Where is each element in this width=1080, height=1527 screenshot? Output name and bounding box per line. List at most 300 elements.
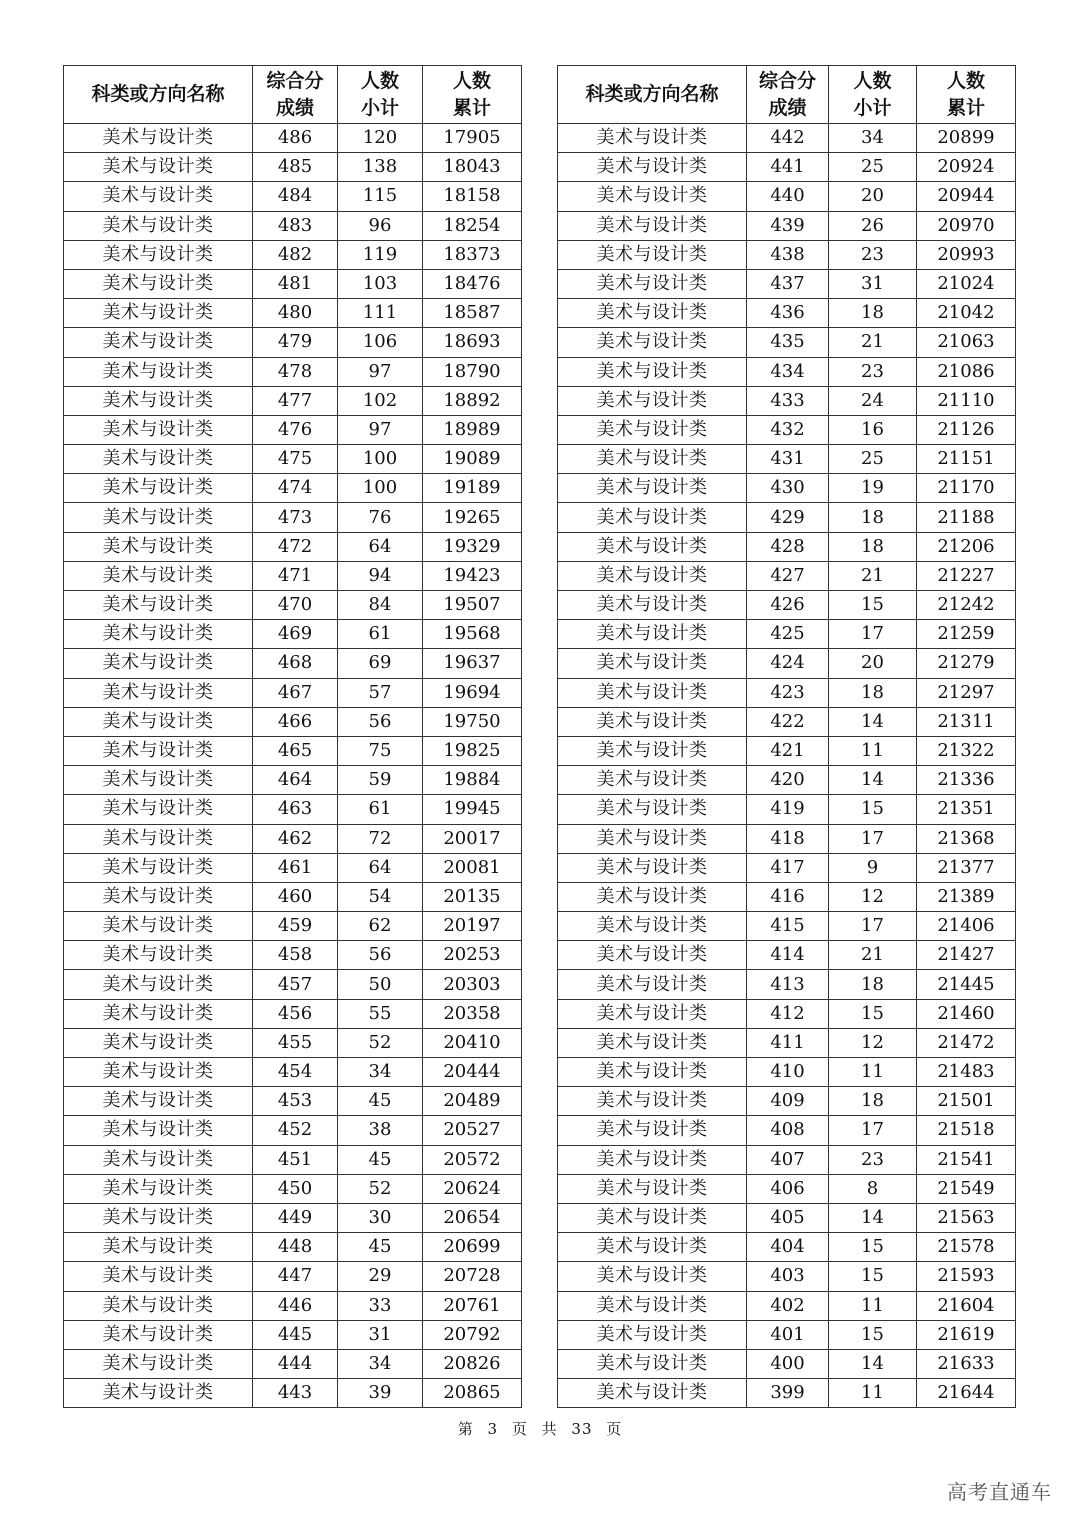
table-row: [64, 649, 522, 678]
cell-score: 414: [747, 941, 829, 970]
cell-cumulative: 20993: [917, 240, 1016, 269]
cell-count: 15: [829, 1233, 917, 1262]
cell-category: 美术与设计类: [64, 678, 253, 707]
cell-cumulative: 21024: [917, 269, 1016, 298]
table-row: [64, 912, 522, 941]
cell-cumulative: 17905: [423, 124, 522, 153]
table-row: [64, 474, 522, 503]
table-row: [558, 912, 1016, 941]
cell-count: 11: [829, 736, 917, 765]
cell-count: 15: [829, 795, 917, 824]
table-row: [558, 1291, 1016, 1320]
cell-cumulative: 21311: [917, 707, 1016, 736]
cell-category: 美术与设计类: [64, 415, 253, 444]
footer-prefix: 第: [457, 1420, 474, 1438]
cell-cumulative: 20970: [917, 211, 1016, 240]
cell-score: 447: [253, 1262, 338, 1291]
cell-cumulative: 19265: [423, 503, 522, 532]
cell-count: 76: [338, 503, 423, 532]
table-row: [64, 386, 522, 415]
cell-count: 54: [338, 882, 423, 911]
cell-score: 441: [747, 153, 829, 182]
table-row: [558, 445, 1016, 474]
cell-count: 119: [338, 240, 423, 269]
cell-cumulative: 21472: [917, 1028, 1016, 1057]
cell-count: 24: [829, 386, 917, 415]
cell-category: 美术与设计类: [64, 1028, 253, 1057]
cell-count: 26: [829, 211, 917, 240]
cell-category: 美术与设计类: [64, 474, 253, 503]
cell-score: 474: [253, 474, 338, 503]
cell-count: 15: [829, 1320, 917, 1349]
cell-score: 438: [747, 240, 829, 269]
table-row: [64, 1379, 522, 1408]
cell-category: 美术与设计类: [64, 970, 253, 999]
table-row: [558, 503, 1016, 532]
cell-score: 476: [253, 415, 338, 444]
cell-count: 34: [338, 1058, 423, 1087]
table-row: [558, 1203, 1016, 1232]
cell-category: 美术与设计类: [558, 532, 747, 561]
footer-page-number: 3: [487, 1420, 499, 1438]
cell-score: 478: [253, 357, 338, 386]
cell-category: 美术与设计类: [558, 1087, 747, 1116]
cell-cumulative: 19884: [423, 766, 522, 795]
table-row: [64, 824, 522, 853]
cell-category: 美术与设计类: [64, 1379, 253, 1408]
cell-count: 23: [829, 1145, 917, 1174]
cell-count: 17: [829, 824, 917, 853]
cell-cumulative: 20865: [423, 1379, 522, 1408]
cell-score: 436: [747, 299, 829, 328]
table-row: [64, 357, 522, 386]
cell-count: 38: [338, 1116, 423, 1145]
cell-count: 69: [338, 649, 423, 678]
cell-category: 美术与设计类: [64, 1291, 253, 1320]
cell-category: 美术与设计类: [64, 1320, 253, 1349]
cell-count: 31: [829, 269, 917, 298]
cell-count: 25: [829, 445, 917, 474]
cell-cumulative: 21549: [917, 1174, 1016, 1203]
cell-count: 59: [338, 766, 423, 795]
cell-category: 美术与设计类: [558, 1349, 747, 1378]
table-row: [64, 766, 522, 795]
cell-cumulative: 21406: [917, 912, 1016, 941]
cell-cumulative: 21427: [917, 941, 1016, 970]
header-score-line1: 综合分: [266, 69, 324, 92]
cell-count: 14: [829, 1203, 917, 1232]
footer-mid1: 页: [511, 1420, 528, 1438]
table-row: [558, 269, 1016, 298]
header-count-line1: 人数: [360, 69, 399, 92]
cell-score: 410: [747, 1058, 829, 1087]
cell-category: 美术与设计类: [64, 211, 253, 240]
cell-score: 415: [747, 912, 829, 941]
cell-score: 401: [747, 1320, 829, 1349]
cell-count: 94: [338, 561, 423, 590]
table-row: [64, 328, 522, 357]
table-row: [558, 182, 1016, 211]
cell-category: 美术与设计类: [558, 591, 747, 620]
cell-score: 420: [747, 766, 829, 795]
table-row: [558, 211, 1016, 240]
cell-cumulative: 20197: [423, 912, 522, 941]
header-cum-line1: 人数: [452, 69, 491, 92]
table-row: [64, 736, 522, 765]
cell-score: 484: [253, 182, 338, 211]
table-row: [558, 124, 1016, 153]
cell-score: 470: [253, 591, 338, 620]
cell-cumulative: 21368: [917, 824, 1016, 853]
table-row: [558, 532, 1016, 561]
cell-category: 美术与设计类: [64, 328, 253, 357]
header-cumulative: [917, 66, 1016, 124]
cell-cumulative: 21086: [917, 357, 1016, 386]
score-table-left: [63, 65, 522, 1408]
cell-count: 9: [829, 853, 917, 882]
cell-cumulative: 21593: [917, 1262, 1016, 1291]
cell-category: 美术与设计类: [64, 1262, 253, 1291]
cell-cumulative: 20944: [917, 182, 1016, 211]
cell-count: 18: [829, 299, 917, 328]
cell-category: 美术与设计类: [558, 736, 747, 765]
cell-category: 美术与设计类: [558, 941, 747, 970]
cell-cumulative: 20899: [917, 124, 1016, 153]
table-row: [558, 766, 1016, 795]
cell-count: 8: [829, 1174, 917, 1203]
cell-score: 444: [253, 1349, 338, 1378]
cell-count: 50: [338, 970, 423, 999]
table-row: [558, 299, 1016, 328]
cell-cumulative: 20303: [423, 970, 522, 999]
cell-count: 14: [829, 766, 917, 795]
cell-cumulative: 21279: [917, 649, 1016, 678]
header-score-line1: 综合分: [758, 69, 816, 92]
cell-score: 449: [253, 1203, 338, 1232]
table-row: [558, 620, 1016, 649]
cell-category: 美术与设计类: [558, 386, 747, 415]
cell-score: 479: [253, 328, 338, 357]
cell-count: 45: [338, 1087, 423, 1116]
cell-category: 美术与设计类: [558, 649, 747, 678]
cell-cumulative: 19189: [423, 474, 522, 503]
table-row: [64, 999, 522, 1028]
table-row: [558, 1145, 1016, 1174]
cell-score: 406: [747, 1174, 829, 1203]
table-header-row: [558, 66, 1016, 124]
cell-category: 美术与设计类: [558, 766, 747, 795]
cell-score: 475: [253, 445, 338, 474]
cell-score: 428: [747, 532, 829, 561]
cell-count: 15: [829, 999, 917, 1028]
cell-category: 美术与设计类: [64, 1058, 253, 1087]
table-row: [64, 1349, 522, 1378]
cell-cumulative: 20761: [423, 1291, 522, 1320]
cell-score: 416: [747, 882, 829, 911]
cell-score: 423: [747, 678, 829, 707]
cell-count: 18: [829, 678, 917, 707]
cell-cumulative: 20253: [423, 941, 522, 970]
cell-category: 美术与设计类: [558, 1320, 747, 1349]
cell-count: 103: [338, 269, 423, 298]
cell-score: 468: [253, 649, 338, 678]
cell-score: 399: [747, 1379, 829, 1408]
table-row: [558, 824, 1016, 853]
cell-category: 美术与设计类: [64, 124, 253, 153]
cell-score: 473: [253, 503, 338, 532]
cell-category: 美术与设计类: [558, 1233, 747, 1262]
table-row: [64, 269, 522, 298]
cell-count: 16: [829, 415, 917, 444]
cell-cumulative: 21644: [917, 1379, 1016, 1408]
cell-score: 419: [747, 795, 829, 824]
cell-category: 美术与设计类: [558, 620, 747, 649]
cell-category: 美术与设计类: [64, 532, 253, 561]
cell-count: 97: [338, 357, 423, 386]
table-row: [64, 503, 522, 532]
header-category: 科类或方向名称: [64, 66, 253, 124]
cell-cumulative: 21563: [917, 1203, 1016, 1232]
cell-category: 美术与设计类: [558, 240, 747, 269]
cell-category: 美术与设计类: [558, 211, 747, 240]
cell-count: 64: [338, 532, 423, 561]
cell-score: 467: [253, 678, 338, 707]
table-body-right: [558, 124, 1016, 1408]
cell-category: 美术与设计类: [64, 912, 253, 941]
cell-category: 美术与设计类: [558, 328, 747, 357]
cell-category: 美术与设计类: [558, 503, 747, 532]
cell-cumulative: 18587: [423, 299, 522, 328]
page-footer: [0, 1418, 1080, 1439]
cell-score: 427: [747, 561, 829, 590]
table-row: [64, 591, 522, 620]
score-table-right: [557, 65, 1016, 1408]
cell-cumulative: 20826: [423, 1349, 522, 1378]
cell-count: 45: [338, 1145, 423, 1174]
cell-score: 433: [747, 386, 829, 415]
table-row: [558, 561, 1016, 590]
cell-count: 52: [338, 1174, 423, 1203]
cell-count: 111: [338, 299, 423, 328]
table-row: [558, 649, 1016, 678]
cell-count: 39: [338, 1379, 423, 1408]
cell-count: 15: [829, 591, 917, 620]
cell-category: 美术与设计类: [558, 912, 747, 941]
cell-score: 485: [253, 153, 338, 182]
cell-cumulative: 20081: [423, 853, 522, 882]
cell-cumulative: 21206: [917, 532, 1016, 561]
table-row: [64, 1262, 522, 1291]
cell-cumulative: 20699: [423, 1233, 522, 1262]
cell-cumulative: 21377: [917, 853, 1016, 882]
cell-category: 美术与设计类: [558, 474, 747, 503]
cell-category: 美术与设计类: [64, 649, 253, 678]
cell-category: 美术与设计类: [64, 445, 253, 474]
cell-cumulative: 21110: [917, 386, 1016, 415]
cell-count: 75: [338, 736, 423, 765]
cell-category: 美术与设计类: [558, 445, 747, 474]
cell-count: 72: [338, 824, 423, 853]
cell-score: 434: [747, 357, 829, 386]
table-row: [64, 1320, 522, 1349]
cell-score: 409: [747, 1087, 829, 1116]
cell-score: 459: [253, 912, 338, 941]
cell-score: 413: [747, 970, 829, 999]
cell-category: 美术与设计类: [558, 1379, 747, 1408]
cell-category: 美术与设计类: [558, 795, 747, 824]
table-row: [558, 1116, 1016, 1145]
cell-cumulative: 21151: [917, 445, 1016, 474]
cell-cumulative: 18693: [423, 328, 522, 357]
cell-score: 411: [747, 1028, 829, 1057]
cell-cumulative: 21518: [917, 1116, 1016, 1145]
table-row: [64, 561, 522, 590]
table-row: [64, 532, 522, 561]
cell-score: 480: [253, 299, 338, 328]
cell-score: 418: [747, 824, 829, 853]
cell-category: 美术与设计类: [64, 1174, 253, 1203]
table-row: [558, 1349, 1016, 1378]
cell-cumulative: 21483: [917, 1058, 1016, 1087]
cell-score: 455: [253, 1028, 338, 1057]
cell-category: 美术与设计类: [558, 824, 747, 853]
cell-cumulative: 19945: [423, 795, 522, 824]
header-count: [829, 66, 917, 124]
cell-cumulative: 21445: [917, 970, 1016, 999]
cell-category: 美术与设计类: [558, 124, 747, 153]
cell-cumulative: 20572: [423, 1145, 522, 1174]
cell-cumulative: 20410: [423, 1028, 522, 1057]
header-count-line2: 小计: [853, 96, 892, 119]
cell-count: 18: [829, 1087, 917, 1116]
cell-cumulative: 18476: [423, 269, 522, 298]
cell-cumulative: 19089: [423, 445, 522, 474]
cell-cumulative: 21297: [917, 678, 1016, 707]
cell-score: 417: [747, 853, 829, 882]
cell-cumulative: 20624: [423, 1174, 522, 1203]
cell-score: 465: [253, 736, 338, 765]
cell-score: 486: [253, 124, 338, 153]
cell-cumulative: 20527: [423, 1116, 522, 1145]
table-row: [558, 153, 1016, 182]
cell-score: 440: [747, 182, 829, 211]
cell-count: 97: [338, 415, 423, 444]
table-row: [64, 1058, 522, 1087]
cell-category: 美术与设计类: [558, 153, 747, 182]
table-row: [558, 1087, 1016, 1116]
table-row: [64, 182, 522, 211]
cell-category: 美术与设计类: [558, 999, 747, 1028]
cell-category: 美术与设计类: [64, 882, 253, 911]
cell-cumulative: 19329: [423, 532, 522, 561]
table-row: [64, 678, 522, 707]
cell-score: 454: [253, 1058, 338, 1087]
cell-score: 425: [747, 620, 829, 649]
cell-cumulative: 20358: [423, 999, 522, 1028]
header-cum-line2: 累计: [946, 96, 985, 119]
cell-score: 432: [747, 415, 829, 444]
cell-count: 20: [829, 649, 917, 678]
cell-score: 408: [747, 1116, 829, 1145]
cell-category: 美术与设计类: [64, 795, 253, 824]
cell-count: 17: [829, 912, 917, 941]
cell-score: 461: [253, 853, 338, 882]
cell-score: 477: [253, 386, 338, 415]
cell-cumulative: 20792: [423, 1320, 522, 1349]
table-row: [64, 240, 522, 269]
cell-count: 18: [829, 970, 917, 999]
cell-count: 12: [829, 882, 917, 911]
cell-cumulative: 18892: [423, 386, 522, 415]
cell-category: 美术与设计类: [558, 1116, 747, 1145]
cell-category: 美术与设计类: [64, 561, 253, 590]
table-row: [64, 1087, 522, 1116]
cell-category: 美术与设计类: [558, 707, 747, 736]
cell-score: 469: [253, 620, 338, 649]
cell-cumulative: 21063: [917, 328, 1016, 357]
cell-count: 18: [829, 532, 917, 561]
cell-score: 429: [747, 503, 829, 532]
cell-count: 17: [829, 620, 917, 649]
cell-score: 435: [747, 328, 829, 357]
cell-category: 美术与设计类: [558, 1145, 747, 1174]
cell-category: 美术与设计类: [64, 1116, 253, 1145]
cell-cumulative: 21389: [917, 882, 1016, 911]
cell-category: 美术与设计类: [64, 736, 253, 765]
header-count: [338, 66, 423, 124]
cell-count: 17: [829, 1116, 917, 1145]
cell-cumulative: 19750: [423, 707, 522, 736]
cell-count: 12: [829, 1028, 917, 1057]
cell-category: 美术与设计类: [558, 970, 747, 999]
cell-cumulative: 21170: [917, 474, 1016, 503]
cell-cumulative: 21541: [917, 1145, 1016, 1174]
table-row: [64, 299, 522, 328]
table-row: [558, 795, 1016, 824]
cell-cumulative: 21042: [917, 299, 1016, 328]
cell-score: 453: [253, 1087, 338, 1116]
cell-score: 405: [747, 1203, 829, 1232]
table-row: [558, 707, 1016, 736]
cell-count: 106: [338, 328, 423, 357]
cell-count: 14: [829, 1349, 917, 1378]
cell-score: 466: [253, 707, 338, 736]
cell-category: 美术与设计类: [558, 853, 747, 882]
header-category: 科类或方向名称: [558, 66, 747, 124]
cell-cumulative: 21322: [917, 736, 1016, 765]
cell-score: 403: [747, 1262, 829, 1291]
cell-score: 462: [253, 824, 338, 853]
table-body-left: [64, 124, 522, 1408]
cell-count: 33: [338, 1291, 423, 1320]
cell-score: 437: [747, 269, 829, 298]
cell-count: 138: [338, 153, 423, 182]
table-row: [64, 445, 522, 474]
cell-cumulative: 21336: [917, 766, 1016, 795]
cell-count: 19: [829, 474, 917, 503]
cell-count: 21: [829, 328, 917, 357]
cell-cumulative: 18254: [423, 211, 522, 240]
cell-score: 482: [253, 240, 338, 269]
cell-category: 美术与设计类: [64, 707, 253, 736]
cell-count: 25: [829, 153, 917, 182]
cell-cumulative: 21351: [917, 795, 1016, 824]
table-row: [64, 124, 522, 153]
cell-category: 美术与设计类: [558, 1262, 747, 1291]
cell-category: 美术与设计类: [558, 1028, 747, 1057]
cell-score: 445: [253, 1320, 338, 1349]
table-row: [558, 474, 1016, 503]
